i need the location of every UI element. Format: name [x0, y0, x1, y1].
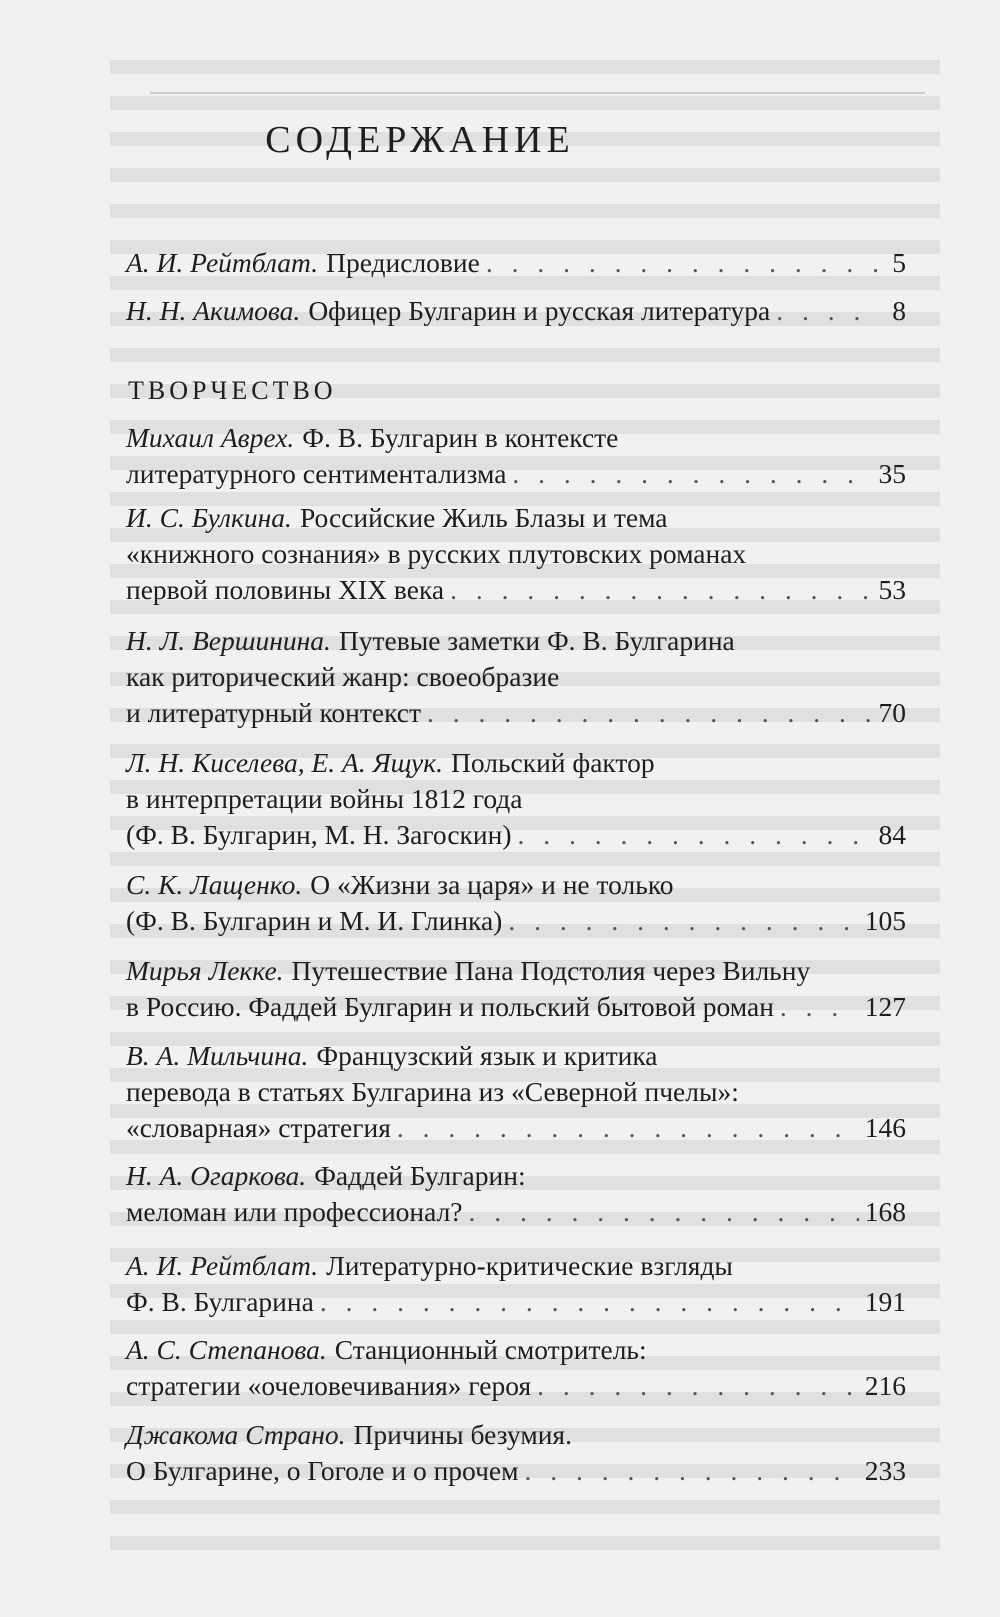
page-title: СОДЕРЖАНИЕ [265, 119, 575, 161]
toc-entry-line [126, 1368, 906, 1404]
toc-entry-line [126, 572, 906, 608]
entry-author: А. С. Степанова. [126, 1334, 327, 1365]
dot-leader [486, 245, 880, 281]
entry-title-text: литературного сентиментализма [126, 458, 507, 489]
toc-entry-line [126, 1248, 906, 1284]
entry-page-number: 105 [864, 905, 906, 936]
toc-entry [126, 1248, 906, 1320]
entry-title-text: меломан или профессионал? [126, 1196, 463, 1227]
entry-author: Мирья Лекке. [126, 955, 284, 986]
toc-entry-line [126, 903, 906, 939]
toc-entry-line [126, 1038, 906, 1074]
toc-entry [126, 500, 906, 608]
entry-page-number: 216 [864, 1370, 906, 1401]
entry-page-number: 5 [892, 247, 906, 278]
dot-leader [780, 989, 859, 1025]
entry-title-text: Фаддей Булгарин: [314, 1160, 526, 1191]
toc-entry-line [126, 953, 906, 989]
entry-title-text: Станционный смотритель: [334, 1334, 647, 1365]
toc-entry [126, 420, 906, 492]
toc-entry-line [126, 456, 906, 492]
toc-entry [126, 1417, 906, 1489]
toc-entry-line [126, 420, 906, 456]
entry-page-number: 127 [864, 991, 906, 1022]
entry-title-text: Причины безумия. [353, 1419, 572, 1450]
entry-title-text: Французский язык и критика [316, 1040, 658, 1071]
entry-page-number: 146 [864, 1112, 906, 1143]
toc-entry-line [126, 293, 906, 329]
entry-title-text: Путешествие Пана Подстолия через Вильну [291, 955, 811, 986]
toc-entry-line [126, 1417, 906, 1453]
entry-author: В. А. Мильчина. [126, 1040, 309, 1071]
dot-leader [397, 1110, 859, 1146]
entry-title-text: Предисловие [326, 247, 480, 278]
entry-title-text: Путевые заметки Ф. В. Булгарина [338, 625, 735, 656]
toc-entry-line [126, 867, 906, 903]
entry-title-text: в интерпретации войны 1812 года [126, 783, 523, 814]
entry-author: Н. Н. Акимова. [126, 295, 301, 326]
entry-title-text: Литературно-критические взгляды [326, 1250, 733, 1281]
entry-title-text: и литературный контекст [126, 697, 421, 728]
toc-entry-line [126, 695, 906, 731]
entry-title-text: О «Жизни за царя» и не только [310, 869, 674, 900]
entry-title-text: (Ф. В. Булгарин, М. Н. Загоскин) [126, 819, 512, 850]
entry-page-number: 168 [864, 1196, 906, 1227]
toc-entry [126, 953, 906, 1025]
toc-entry-line [126, 245, 906, 281]
toc-entry-line [126, 1074, 906, 1110]
entry-author: И. С. Булкина. [126, 502, 292, 533]
entry-page-number: 70 [878, 697, 906, 728]
section-heading: ТВОРЧЕСТВО [128, 376, 337, 405]
toc-entry-line [126, 1284, 906, 1320]
dot-leader [525, 1453, 859, 1489]
dot-leader [508, 903, 858, 939]
toc-entry-line [126, 781, 906, 817]
entry-page-number: 84 [878, 819, 906, 850]
dot-leader [518, 817, 873, 853]
entry-title-text: стратегии «очеловечивания» героя [126, 1370, 532, 1401]
toc-entry-line [126, 1110, 906, 1146]
entry-author: Н. А. Огаркова. [126, 1160, 307, 1191]
dot-leader [537, 1368, 859, 1404]
entry-author: Л. Н. Киселева, Е. А. Ящук. [126, 747, 444, 778]
entry-title-text: как риторический жанр: своеобразие [126, 661, 560, 692]
entry-page-number: 35 [878, 458, 906, 489]
toc-entry [126, 293, 906, 329]
toc-entry [126, 1332, 906, 1404]
toc-entry-line [126, 500, 906, 536]
entry-title-text: «словарная» стратегия [126, 1112, 391, 1143]
entry-title-text: Российские Жиль Блазы и тема [299, 502, 668, 533]
entry-title-text: первой половины XIX века [126, 574, 445, 605]
toc-entry [126, 1038, 906, 1146]
toc-entry [126, 745, 906, 853]
dot-leader [320, 1284, 859, 1320]
toc-entry-line [126, 817, 906, 853]
entry-page-number: 191 [864, 1286, 906, 1317]
entry-title-text: Ф. В. Булгарина [126, 1286, 314, 1317]
toc-entry-line [126, 1158, 906, 1194]
entry-title-text: «книжного сознания» в русских плутовских романах [126, 538, 747, 569]
entry-title-text: О Булгарине, о Гоголе и о прочем [126, 1455, 519, 1486]
toc-entry [126, 623, 906, 731]
entry-title-text: в Россию. Фаддей Булгарин и польский бытовой роман [126, 991, 774, 1022]
dot-leader [450, 572, 872, 608]
running-header-rule [150, 92, 925, 94]
entry-page-number: 53 [878, 574, 906, 605]
dot-leader [512, 456, 872, 492]
entry-author: А. И. Рейтблат. [126, 247, 319, 278]
entry-title-text: (Ф. В. Булгарин и М. И. Глинка) [126, 905, 503, 936]
entry-author: Н. Л. Вершинина. [126, 625, 331, 656]
entry-title-text: перевода в статьях Булгарина из «Северной пчелы»: [126, 1076, 739, 1107]
toc-entry-line [126, 536, 906, 572]
toc-entry-line [126, 1453, 906, 1489]
toc-entry-line [126, 623, 906, 659]
entry-author: Джакома Страно. [126, 1419, 346, 1450]
toc-entry-line [126, 745, 906, 781]
toc-entry [126, 1158, 906, 1230]
entry-author: А. И. Рейтблат. [126, 1250, 319, 1281]
toc-entry-line [126, 1194, 906, 1230]
toc-entry [126, 867, 906, 939]
dot-leader [776, 293, 880, 329]
toc-entry-line [126, 659, 906, 695]
toc-entry [126, 245, 906, 281]
entry-title-text: Польский фактор [451, 747, 655, 778]
entry-page-number: 8 [892, 295, 906, 326]
toc-entry-line [126, 1332, 906, 1368]
entry-author: Михаил Аврех. [126, 422, 295, 453]
dot-leader [469, 1194, 859, 1230]
entry-title-text: Ф. В. Булгарин в контексте [302, 422, 619, 453]
dot-leader [427, 695, 873, 731]
toc-entry-line [126, 989, 906, 1025]
entry-author: С. К. Лащенко. [126, 869, 303, 900]
entry-title-text: Офицер Булгарин и русская литература [308, 295, 771, 326]
entry-page-number: 233 [864, 1455, 906, 1486]
